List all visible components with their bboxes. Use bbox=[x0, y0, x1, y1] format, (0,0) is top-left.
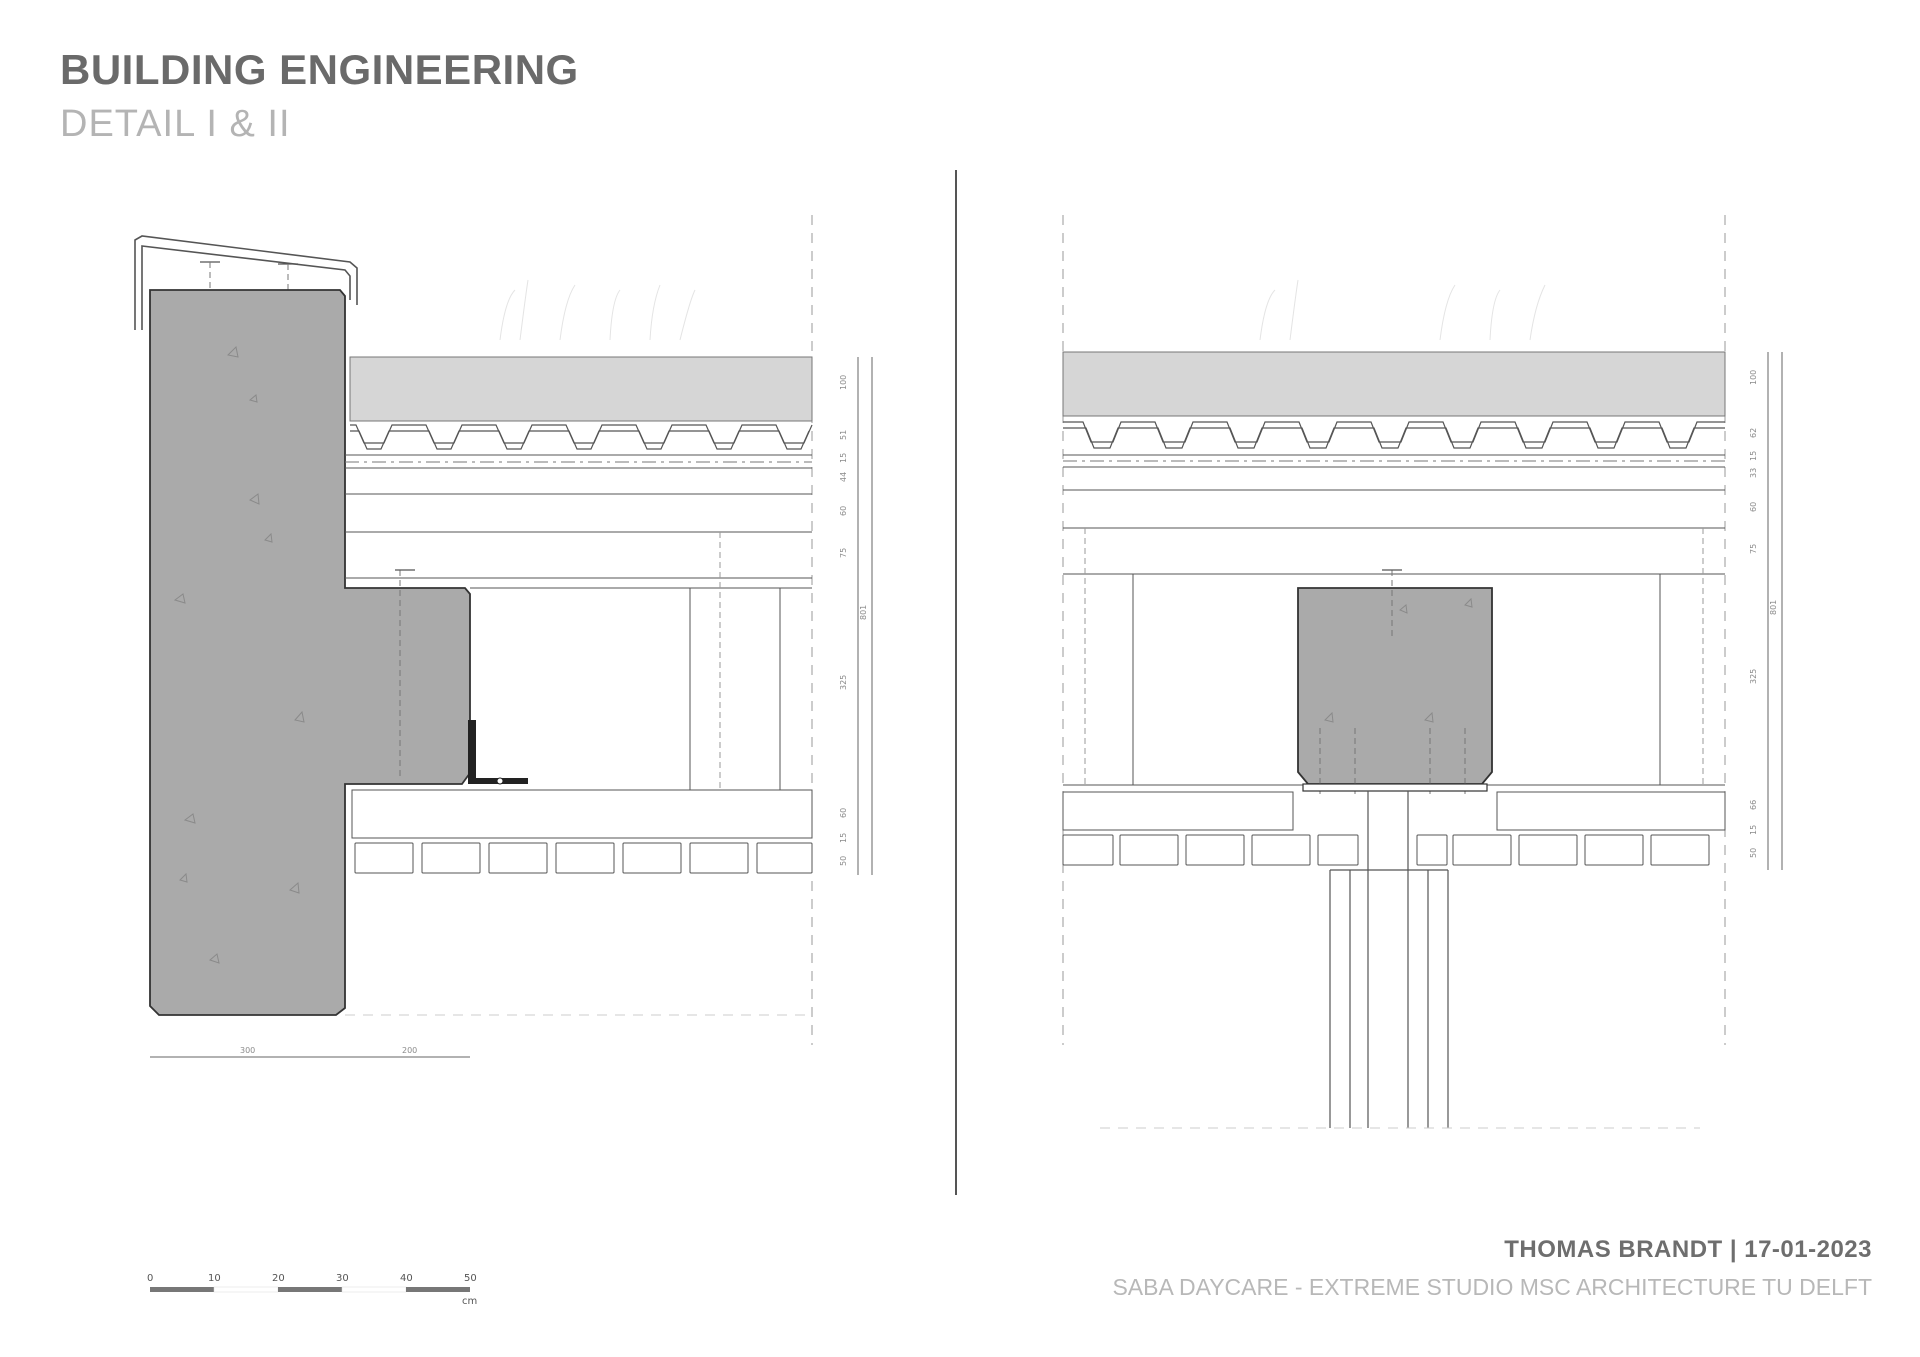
dim-label: 15 bbox=[1749, 824, 1758, 835]
detail-2-base-plate bbox=[1303, 784, 1487, 791]
detail-1-floor-slab bbox=[352, 790, 812, 838]
scale-tick-label: 0 bbox=[147, 1273, 154, 1284]
dim-label: 44 bbox=[839, 471, 848, 482]
dim-label: 801 bbox=[1769, 599, 1778, 615]
scale-tick-label: 40 bbox=[400, 1273, 413, 1284]
dim-label: 300 bbox=[240, 1046, 256, 1055]
scale-bar bbox=[147, 1273, 477, 1307]
dim-label: 100 bbox=[839, 374, 848, 390]
dim-label: 50 bbox=[1749, 847, 1758, 858]
detail-1-vegetation bbox=[500, 280, 695, 340]
project-caption: SABA DAYCARE - EXTREME STUDIO MSC ARCHITECTURE TU DELFT bbox=[1112, 1274, 1872, 1300]
scale-tick-label: 20 bbox=[272, 1273, 285, 1284]
dim-label: 75 bbox=[1749, 543, 1758, 554]
dim-label: 60 bbox=[1749, 501, 1758, 512]
scale-tick-label: 50 bbox=[464, 1273, 477, 1284]
dim-label: 62 bbox=[1749, 427, 1758, 438]
detail-2-ceiling-panels bbox=[1063, 835, 1709, 865]
scale-tick-label: 10 bbox=[208, 1273, 221, 1284]
detail-2-steel-column bbox=[1330, 791, 1448, 1128]
scale-tick-label: 30 bbox=[336, 1273, 349, 1284]
dim-label: 15 bbox=[1749, 450, 1758, 461]
dim-label: 50 bbox=[839, 855, 848, 866]
author-date: THOMAS BRANDT | 17-01-2023 bbox=[1504, 1236, 1872, 1263]
detail-2-profiled-deck bbox=[1063, 422, 1725, 448]
detail-2-concrete-beam bbox=[1298, 588, 1492, 784]
detail-2-insulation bbox=[1063, 352, 1725, 416]
detail-1-insulation bbox=[350, 357, 812, 421]
dim-label: 200 bbox=[402, 1046, 418, 1055]
detail-2 bbox=[1063, 215, 1782, 1128]
dim-label: 75 bbox=[839, 547, 848, 558]
dim-label: 33 bbox=[1749, 467, 1758, 478]
detail-2-vegetation bbox=[1260, 280, 1545, 340]
dim-label: 100 bbox=[1749, 369, 1758, 385]
dim-label: 15 bbox=[839, 832, 848, 843]
dim-label: 60 bbox=[839, 505, 848, 516]
detail-1-ceiling-panels bbox=[355, 843, 812, 873]
dim-label: 325 bbox=[1749, 668, 1758, 684]
detail-1 bbox=[135, 215, 872, 1057]
dim-label: 66 bbox=[1749, 799, 1758, 810]
page-subtitle: DETAIL I & II bbox=[60, 103, 291, 145]
detail-1-steel-bracket bbox=[468, 720, 528, 784]
dim-label: 51 bbox=[839, 429, 848, 440]
page-title: BUILDING ENGINEERING bbox=[60, 46, 579, 93]
scale-unit: cm bbox=[462, 1296, 478, 1307]
detail-1-profiled-deck bbox=[350, 425, 812, 449]
dim-label: 325 bbox=[839, 674, 848, 690]
dim-label: 60 bbox=[839, 807, 848, 818]
dim-label: 801 bbox=[859, 604, 868, 620]
dim-label: 15 bbox=[839, 452, 848, 463]
